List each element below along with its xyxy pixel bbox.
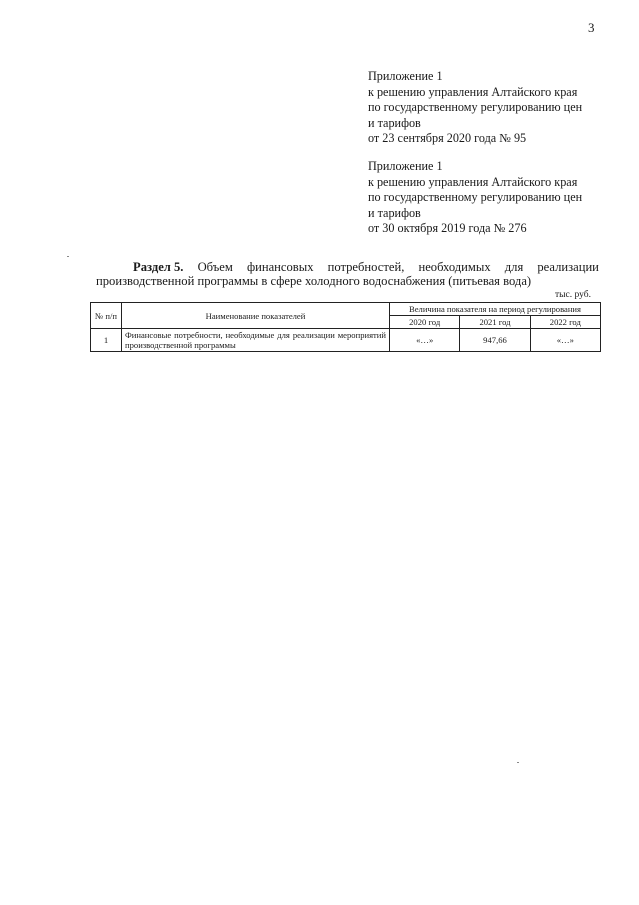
header-period: Величина показателя на период регулирования xyxy=(390,303,601,316)
units-label: тыс. руб. xyxy=(555,290,591,300)
section-title-word: необходимых xyxy=(418,260,491,274)
row-value: «…» xyxy=(390,329,460,352)
financial-needs-table xyxy=(90,302,601,352)
appendix-current-block xyxy=(368,69,618,147)
appendix-line: Приложение 1 xyxy=(368,69,443,83)
header-name: Наименование показателей xyxy=(122,303,390,329)
appendix-line: и тарифов xyxy=(368,205,421,220)
appendix-line: к решению управления Алтайского края xyxy=(368,174,578,189)
section-title-word: потребностей, xyxy=(327,260,405,274)
scan-speck xyxy=(517,762,519,763)
appendix-line: по государственному регулированию цен xyxy=(368,190,583,204)
appendix-line: Приложение 1 xyxy=(368,159,443,173)
page-number: 3 xyxy=(588,20,595,35)
header-year: 2022 год xyxy=(530,316,600,329)
appendix-line: по государственному регулированию цен xyxy=(368,100,583,114)
row-num: 1 xyxy=(91,329,122,352)
appendix-date-line: от 30 октября 2019 года № 276 xyxy=(368,221,527,235)
section-title-word: Объем xyxy=(197,260,233,274)
section-title-word: реализации xyxy=(537,260,599,274)
section-heading xyxy=(96,260,599,288)
row-name: Финансовые потребности, необходимые для реализации мероприятий производственной программы xyxy=(122,329,390,352)
section-label: Раздел 5. xyxy=(133,260,184,274)
row-value: «…» xyxy=(530,329,600,352)
section-title-word: финансовых xyxy=(246,260,314,274)
section-heading-line2: производственной программы в сфере холодного водоснабжения (питьевая вода) xyxy=(96,274,532,288)
row-value: 947,66 xyxy=(460,329,530,352)
appendix-line: и тарифов xyxy=(368,115,421,130)
table-header-row xyxy=(91,303,601,316)
appendix-line: к решению управления Алтайского края xyxy=(368,84,578,99)
header-year: 2020 год xyxy=(390,316,460,329)
header-year: 2021 год xyxy=(460,316,530,329)
section-title-word: для xyxy=(504,260,524,274)
appendix-previous-block xyxy=(368,159,618,237)
section-heading-line1 xyxy=(96,260,599,274)
header-num: № п/п xyxy=(91,303,122,329)
scan-speck xyxy=(67,256,69,257)
table-row xyxy=(91,329,601,352)
appendix-date-line: от 23 сентября 2020 года № 95 xyxy=(368,131,527,145)
